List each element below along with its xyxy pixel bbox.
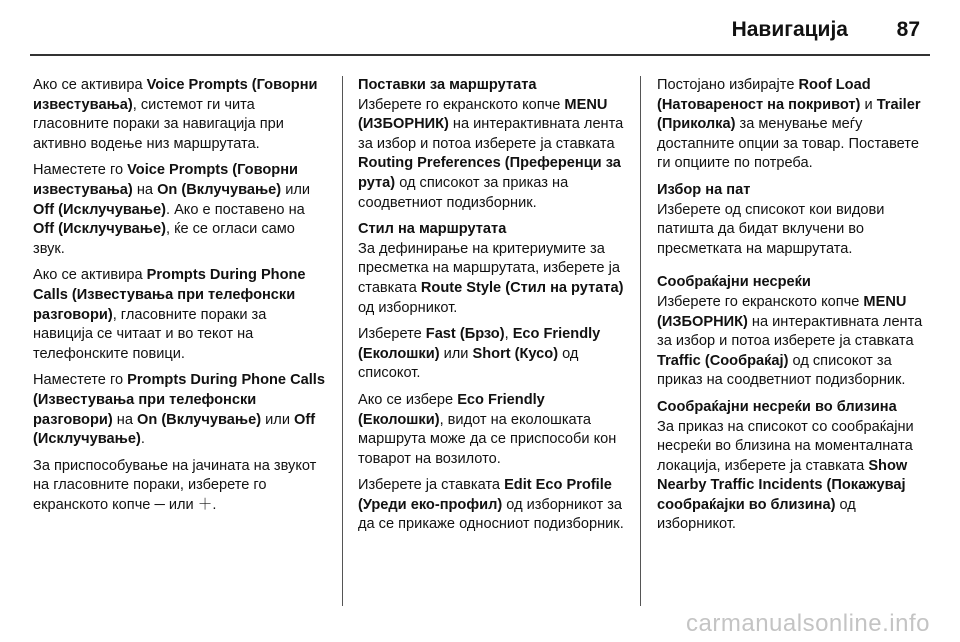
section-heading: Сообраќајни несреќи bbox=[657, 274, 811, 291]
watermark: carmanualsonline.info bbox=[686, 610, 930, 637]
paragraph: Наместете го Prompts During Phone Calls (Известувања при телефонски разговори) на On (Вклучување) или Off (Исклучување). bbox=[33, 372, 325, 448]
section-heading: Избор на пат bbox=[657, 181, 751, 198]
paragraph: За приспособување на јачината на звукот на гласовните пораки, изберете го екранското копче ─ или ＋. bbox=[33, 457, 317, 513]
column-divider-2 bbox=[640, 76, 641, 606]
section-heading: Стил на маршрутата bbox=[358, 221, 507, 238]
column-3 bbox=[657, 76, 931, 542]
header-rule bbox=[30, 54, 930, 56]
section-heading: Сообраќајни несреќи во близина bbox=[657, 398, 897, 415]
section-heading: Поставки за маршрутата bbox=[358, 77, 537, 93]
paragraph: Изберете го екранското копче MENU (ИЗБОРНИК) на интерактивната лента за избор и потоа изберете ја ставката Traffic (Сообраќај) од списокот за приказ на соодветниот подизборник. bbox=[657, 293, 923, 389]
paragraph: Ако се активира Voice Prompts (Говорни известувања), системот ги чита гласовните пораки за навигација при активно водење низ маршрутата. bbox=[33, 77, 318, 152]
page-number: 87 bbox=[896, 18, 920, 41]
paragraph: Ако се избере Eco Friendly (Еколошки), видот на еколошката маршрута може да се приспособи кон товарот на возилото. bbox=[358, 391, 617, 467]
minus-icon: ─ bbox=[154, 496, 165, 513]
plus-icon: ＋ bbox=[197, 496, 213, 513]
paragraph: Ако се активира Prompts During Phone Calls (Известувања при телефонски разговори), гласовните пораки за навиција се читаат и во текот на телефонските повици. bbox=[33, 267, 306, 362]
paragraph: За дефинирање на критериумите за пресметка на маршрутата, изберете ја ставката Route Style (Стил на рутата) од изборникот. bbox=[358, 240, 624, 316]
paragraph: Постојано избирајте Roof Load (Натовареност на покривот) и Trailer (Приколка) за менување меѓу достапните опции за товар. Поставете ги опциите по потреба. bbox=[657, 77, 921, 172]
paragraph: Наместете го Voice Prompts (Говорни известувања) на On (Вклучување) или Off (Исклучување). Ако е поставено на Off (Исклучување), ќе се огласи само звук. bbox=[33, 162, 311, 257]
paragraph: Изберете Fast (Брзо), Eco Friendly (Еколошки) или Short (Кусо) од списокот. bbox=[358, 326, 601, 382]
paragraph: За приказ на списокот со сообраќајни несреќи во близина на моменталната локација, изберете ја ставката Show Nearby Traffic Incidents (Покажувај сообраќајки во близина) од изборникот. bbox=[657, 418, 914, 533]
page-title: Навигација bbox=[731, 18, 848, 41]
page-header bbox=[0, 0, 960, 56]
paragraph: Изберете ја ставката Edit Eco Profile (Уреди еко-профил) од изборникот за да се прикаже односниот подизборник. bbox=[358, 477, 624, 533]
paragraph: Изберете од списокот кои видови патишта да бидат вклучени во пресметката на маршрутата. bbox=[657, 201, 885, 257]
column-1 bbox=[33, 76, 329, 522]
column-divider-1 bbox=[342, 76, 343, 606]
paragraph: Изберете го екранското копче MENU (ИЗБОРНИК) на интерактивната лента за избор и потоа изберете ја ставката Routing Preferences (Преференци за рута) од списокот за приказ на соодветниот подизборник. bbox=[358, 96, 624, 211]
column-2 bbox=[358, 76, 628, 542]
